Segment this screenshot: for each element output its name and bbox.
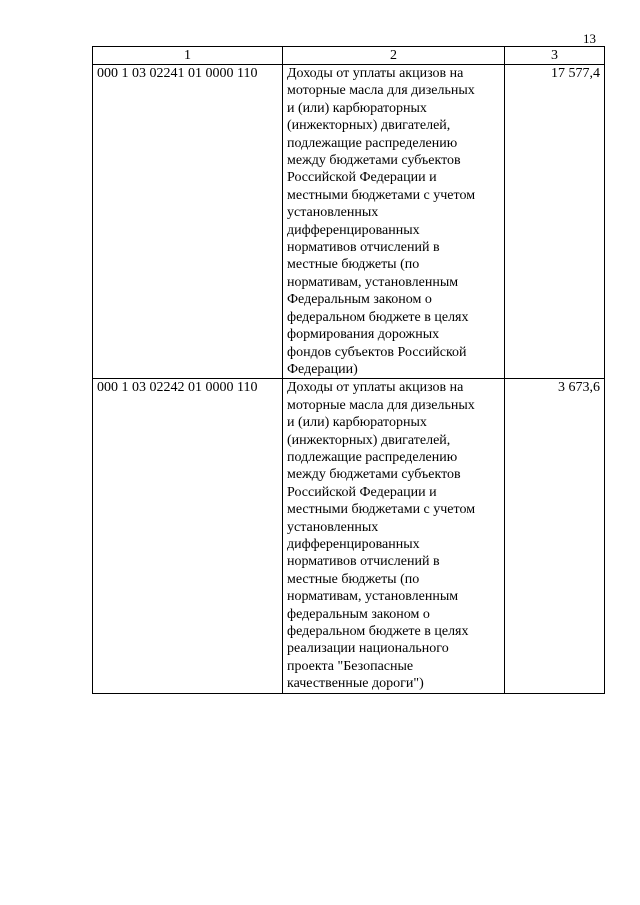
description-line: и (или) карбюраторных [287, 100, 427, 116]
income-code-cell: 000 1 03 02241 01 0000 110 [93, 65, 283, 379]
income-code-cell: 000 1 03 02242 01 0000 110 [93, 379, 283, 693]
description-line: дифференцированных [287, 222, 420, 238]
description-line: Федеральным законом о [287, 292, 432, 308]
table-header-row [93, 47, 605, 65]
description-line: Доходы от уплаты акцизов на [287, 380, 464, 396]
description-line: федеральным законом о [287, 606, 430, 622]
description-line: нормативов отчислений в [287, 554, 440, 570]
description-line: проекта "Безопасные [287, 658, 414, 674]
description-line: Российской Федерации и [287, 484, 437, 500]
income-description-cell [283, 379, 505, 693]
income-amount-cell: 17 577,4 [505, 65, 605, 379]
description-line: Российской Федерации и [287, 170, 437, 186]
description-line: Федерации) [287, 361, 358, 377]
description-line: формирования дорожных [287, 327, 440, 343]
description-line: установленных [287, 205, 379, 221]
description-line: подлежащие распределению [287, 135, 458, 151]
description-line: нормативам, установленным [287, 589, 459, 605]
description-line: реализации национального [287, 641, 449, 657]
description-line: моторные масла для дизельных [287, 397, 475, 413]
column-header-code: 1 [93, 47, 283, 65]
description-line: (инжекторных) двигателей, [287, 118, 451, 134]
description-line: нормативам, установленным [287, 274, 459, 290]
description-line: между бюджетами субъектов [287, 153, 461, 169]
description-line: установленных [287, 519, 379, 535]
description-line: местные бюджеты (по [287, 571, 420, 587]
description-line: качественные дороги") [287, 676, 424, 692]
description-line: фондов субъектов Российской [287, 344, 467, 360]
column-header-amount: 3 [505, 47, 605, 65]
budget-income-table [92, 46, 605, 694]
description-line: подлежащие распределению [287, 449, 458, 465]
description-line: нормативов отчислений в [287, 240, 440, 256]
description-line: дифференцированных [287, 536, 420, 552]
table-row [93, 65, 605, 379]
description-line: между бюджетами субъектов [287, 467, 461, 483]
table-row [93, 379, 605, 693]
column-header-description: 2 [283, 47, 505, 65]
description-line: Доходы от уплаты акцизов на [287, 66, 464, 81]
description-line: и (или) карбюраторных [287, 415, 427, 431]
description-line: моторные масла для дизельных [287, 83, 475, 99]
income-amount-cell: 3 673,6 [505, 379, 605, 693]
description-line: местными бюджетами с учетом [287, 502, 476, 518]
description-line: федеральном бюджете в целях [287, 624, 469, 639]
income-description-cell [283, 65, 505, 379]
description-line: местные бюджеты (по [287, 257, 420, 273]
description-line: местными бюджетами с учетом [287, 187, 476, 203]
page-number: 13 [583, 31, 596, 46]
description-line: (инжекторных) двигателей, [287, 432, 451, 448]
description-line: федеральном бюджете в целях [287, 309, 469, 325]
